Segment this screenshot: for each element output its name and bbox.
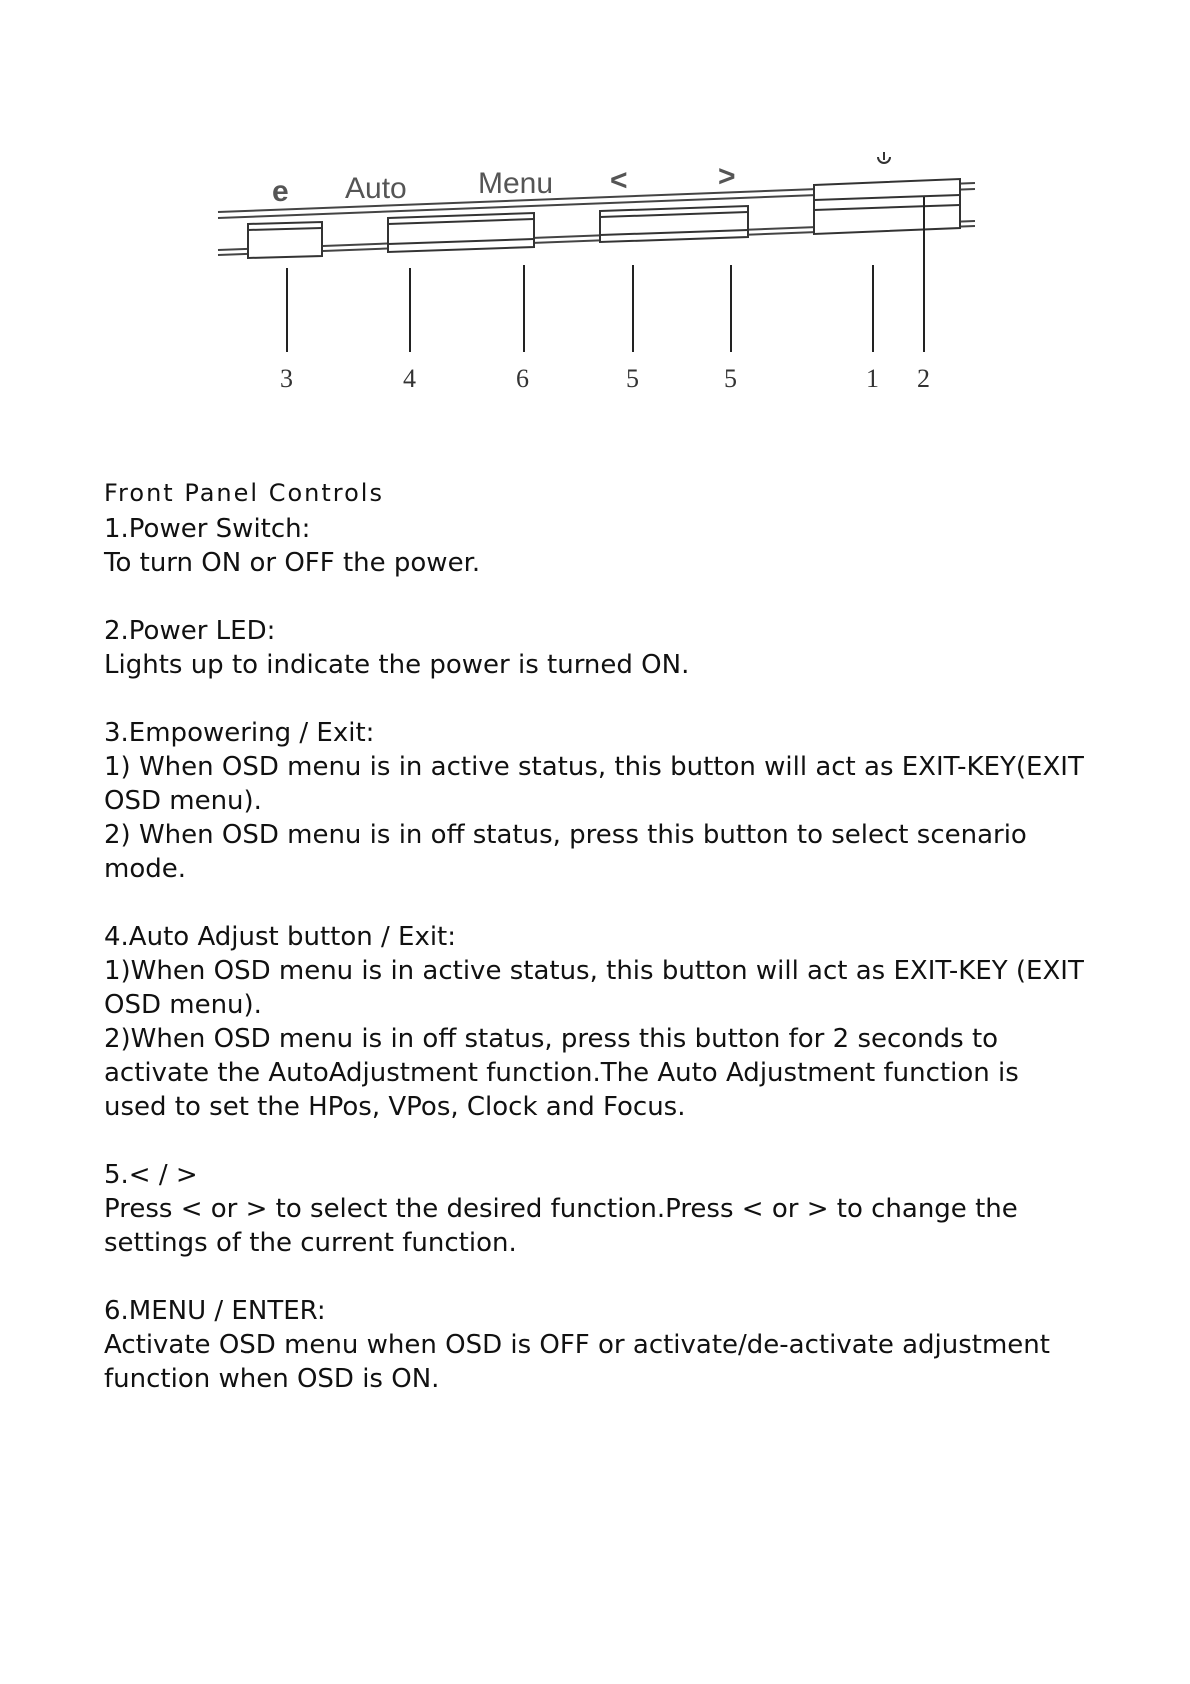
callout-1: 1	[866, 364, 879, 393]
section-text: 1)When OSD menu is in active status, this button will act as EXIT-KEY (EXIT	[104, 956, 1084, 986]
callout-5b: 5	[724, 364, 737, 393]
callout-3: 3	[280, 364, 293, 393]
callout-4: 4	[403, 364, 416, 393]
auto-button[interactable]	[388, 213, 534, 252]
section-title: 1.Power Switch:	[104, 514, 311, 544]
callout-6: 6	[516, 364, 529, 393]
section-text: activate the AutoAdjustment function.The Auto Adjustment function is	[104, 1058, 1019, 1088]
section-title: 5.< / >	[104, 1160, 198, 1190]
section-text: OSD menu).	[104, 990, 262, 1020]
callout-2: 2	[917, 364, 930, 393]
label-auto: Auto	[345, 172, 407, 205]
section-text: Lights up to indicate the power is turned ON.	[104, 650, 690, 680]
power-button[interactable]	[814, 179, 960, 234]
section-text: 1) When OSD menu is in active status, this button will act as EXIT-KEY(EXIT	[104, 752, 1084, 782]
section-auto-adjust	[104, 920, 1104, 1124]
label-left: <	[610, 164, 628, 197]
section-text: mode.	[104, 854, 186, 884]
section-power-led	[104, 614, 1104, 682]
section-text: Press < or > to select the desired function.Press < or > to change the	[104, 1194, 1018, 1224]
section-text: To turn ON or OFF the power.	[104, 548, 481, 578]
label-e: e	[272, 175, 289, 208]
power-icon	[878, 152, 890, 163]
label-right: >	[718, 160, 736, 193]
section-title: 2.Power LED:	[104, 616, 276, 646]
section-menu-enter	[104, 1294, 1104, 1396]
section-power-switch	[104, 512, 1104, 580]
controls-description	[104, 476, 1104, 1430]
empowering-button[interactable]	[248, 222, 322, 258]
section-title: 6.MENU / ENTER:	[104, 1296, 326, 1326]
section-text: used to set the HPos, VPos, Clock and Focus.	[104, 1092, 686, 1122]
section-title: 4.Auto Adjust button / Exit:	[104, 922, 457, 952]
section-text: 2)When OSD menu is in off status, press this button for 2 seconds to	[104, 1024, 999, 1054]
section-title: 3.Empowering / Exit:	[104, 718, 375, 748]
section-text: settings of the current function.	[104, 1228, 517, 1258]
section-text: 2) When OSD menu is in off status, press this button to select scenario	[104, 820, 1027, 850]
section-text: function when OSD is ON.	[104, 1364, 440, 1394]
front-panel-diagram	[0, 0, 1190, 420]
left-right-button[interactable]	[600, 206, 748, 242]
callout-5a: 5	[626, 364, 639, 393]
label-menu: Menu	[478, 167, 554, 200]
section-text: OSD menu).	[104, 786, 262, 816]
section-text: Activate OSD menu when OSD is OFF or activate/de-activate adjustment	[104, 1330, 1050, 1360]
section-empowering-exit	[104, 716, 1104, 886]
page-title: Front Panel Controls	[104, 479, 384, 507]
section-left-right	[104, 1158, 1104, 1260]
